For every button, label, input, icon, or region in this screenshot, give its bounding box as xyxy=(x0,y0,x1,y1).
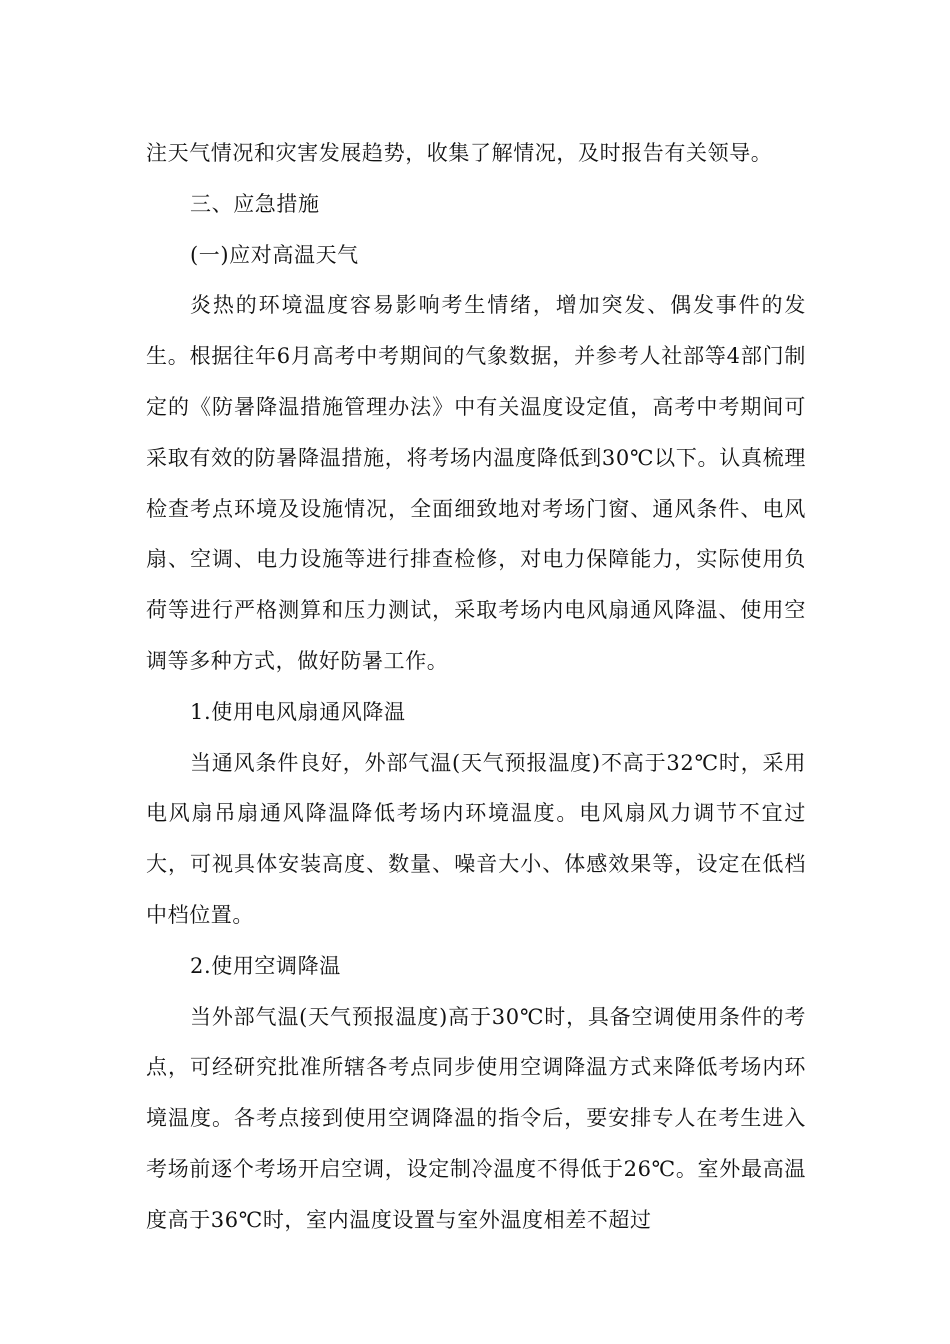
section-heading-emergency-measures: 三、应急措施 xyxy=(190,191,320,216)
paragraph-high-temperature: 炎热的环境温度容易影响考生情绪，增加突发、偶发事件的发生。根据往年6月高考中考期间的气象数据，并参考人社部等4部门制定的《防暑降温措施管理办法》中有关温度设定值，高考中考期间可采取有效的防暑降温措施，将考场内温度降低到30℃以下。认真梳理检查考点环境及设施情况，全面细致地对考场门窗、通风条件、电风扇、空调、电力设施等进行排查检修，对电力保障能力，实际使用负荷等进行严格测算和压力测试，采取考场内电风扇通风降温、使用空调等多种方式，做好防暑工作。 xyxy=(146,293,806,673)
paragraph-air-conditioning: 当外部气温(天气预报温度)高于30℃时，具备空调使用条件的考点，可经研究批准所辖各考点同步使用空调降温方式来降低考场内环境温度。各考点接到使用空调降温的指令后，要安排专人在考生进入考场前逐个考场开启空调，设定制冷温度不得低于26℃。室外最高温度高于36℃时，室内温度设置与室外温度相差不超过 xyxy=(146,1004,806,1232)
item-heading-air-conditioning: 2.使用空调降温 xyxy=(190,953,341,978)
document-body xyxy=(146,128,806,1246)
item-heading-electric-fan: 1.使用电风扇通风降温 xyxy=(190,699,406,724)
paragraph-electric-fan: 当通风条件良好，外部气温(天气预报温度)不高于32℃时，采用电风扇吊扇通风降温降低考场内环境温度。电风扇风力调节不宜过大，可视具体安装高度、数量、噪音大小、体感效果等，设定在低档中档位置。 xyxy=(146,750,806,927)
subsection-heading-high-temperature: (一)应对高温天气 xyxy=(190,242,359,267)
paragraph-continuation: 注天气情况和灾害发展趋势，收集了解情况，及时报告有关领导。 xyxy=(146,141,773,165)
